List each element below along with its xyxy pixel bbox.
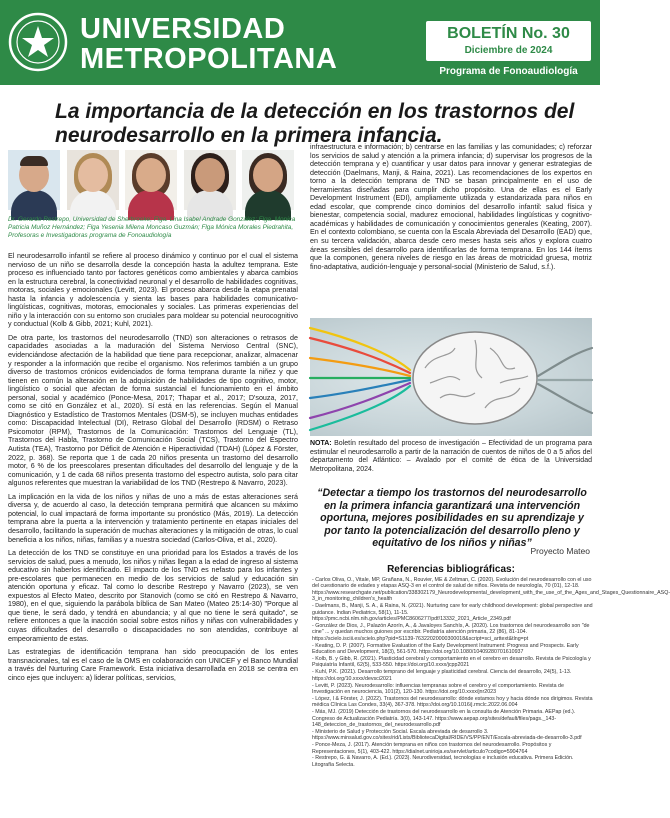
program-name: Programa de Fonoaudiología xyxy=(439,66,578,77)
reference-item: - Ponce-Meza, J. (2017). Atención temprana en niños con trastornos del neurodesarrollo. Propósitos y Representaciones, 5(1), 403-422. https://dialnet.unirioja.es/servlet/articulo?codigo=5904764 xyxy=(312,742,552,755)
brain-image xyxy=(310,318,592,436)
reference-item: - López, I & Förster, J. (2022). Trastornos del neurodesarrollo: dónde estamos hoy y hacia dónde nos dirigimos. Revista médica Clínica Las Condes, 33(4), 367-378. https://doi.org/10.1016/j.rmclc.2022.06.004 xyxy=(312,695,593,709)
author-photo-4 xyxy=(184,150,236,210)
paragraph-6: infraestructura e información; b) centrarse en las familias y las comunidades; c) reforzar los servicios de salud y atención a la primera infancia; d) supervisar los progresos de la detección temprana y e) cuantificar y usar datos para innovar y generar estrategias de detección (Daelmans, Manji, & Raina, 2021). Las recomendaciones de los expertos en torno a la detección temprana de TND se basan principalmente en el uso de herramientas diseñadas para cumplir dicho propósito. Una de ellas es el Early Development Instrument (EDI), ampliamente utilizada y estandarizada para niños en edad escolar, que comprende cinco dominios del desarrollo infantil: salud física y bienestar, competencia social, madurez emocional, habilidades lingüísticas y cognitivo-académicas y habilidades de comunicación y conocimientos generales (Keating, 2007). En el contexto colombiano, se cuenta con la Escala Abreviada del Desarrollo (EAD) que, en su tercera validación, abarca desde cero meses hasta seis años y explora cuatro áreas sensibles del desarrollo para identificarlas de forma temprana. En los 144 ítems que la componen, genera niveles de riesgo en las áreas de motricidad gruesa, motriz fino-adaptativa, audición-lenguaje y personal-social (Ministerio de Salud, s.f.). xyxy=(310,143,592,271)
paragraph-4: La detección de los TND se constituye en una prioridad para los Estados a través de los servicios de salud, pues a menudo, los niños y niñas llegan a la edad de ingreso al sistema educativo sin haberlos identificado. El impacto de los TND es nefasto para los infantes y pre-escolares que permanecen en medio de los servicios de salud y educación sin atención oportuna y eficaz. Tal como lo describe Restrepo y Navarro (2023), se ven expuestos al Efecto Mateo, descrito por Stanovich (como se citó en Restrepo & Navarro, 1980), en el que, siguiendo la parábola bíblica de San Mateo (Mateo 25:14-30) "Porque al que tiene, le será dado, y tendrá en abundancia; y al que no tiene le será quitado", se refiere entonces a que la inacción social sobre estos niños y niñas con vulnerabilidades y cuyas dificultades del desarrollo o discapacidades no son atendidas, contribuye al empeoramiento de estas. xyxy=(8,549,298,643)
paragraph-1: El neurodesarrollo infantil se refiere al proceso dinámico y continuo por el cual el sistema nervioso de un niño se desarrolla desde la concepción hasta la adultez temprana. Este proceso es influenciado tanto por factores genéticos como ambientales y abarca cambios en la estructura cerebral, la conectividad neuronal y el desarrollo de habilidades cognitivas, motoras, sociales y emocionales (Levitt, 2023). El proceso abarca desde la etapa prenatal hasta la infancia y adolescencia y sienta las bases para habilidades comunicativo-lingüísticas, cognitivas, motoras, emocionales y sociales. Las primeras experiencias del niño y la interacción con su entorno son cruciales para moldear su potencial neurocognitivo y conductual (Kolb & Gibb, 2021; Kuhl, 2021). xyxy=(8,252,298,329)
note-text: Boletín resultado del proceso de investigación – Efectividad de un programa para estimular el neurodesarrollo a partir de la narración de cuentos de niños de 0 a 5 años del departamento del Atlántico: – Avalado por el comité de ética de la Universidad Metropolitana, 2024. xyxy=(310,440,592,473)
reference-item: - Carlos Oliva, O., Vitale, MP, Grañana, N., Rouvier, ME & Zeltman, C. (2020). Evolución del neurodesarrollo con el uso del cuestionario de edades y etapas ASQ-3 en el control de salud de niños. Revista de neurología, 70 (01), 12-18. https://www.researchgate.net/publication/338302179_Neurodevelopmental_development_with_the_use_of_the_Ages_and_Stages_Questionnaire_ASQ-3_in_monitoring_children's_health xyxy=(312,577,670,603)
author-photo-3 xyxy=(125,150,177,210)
reference-item: - Levitt, P. (2023). Neurodesarrollo: influencias tempranas sobre el cerebro y el comportamiento. Revista de Investigación en neurociencia, 101(2), 120-130. https://doi.org/10.xxxx/jnr2023 xyxy=(312,682,564,695)
quote-author: Proyecto Mateo xyxy=(530,546,590,556)
article-title: La importancia de la detección en los trastornos del neurodesarrollo en la primera infancia. xyxy=(55,100,575,147)
reference-item: - Más, MJ. (2019) Detección de trastornos del neurodesarrollo en la consulta de Atención Primaria. AEPap (ed.). Congreso de Actualización Pediatría. 3(0), 143-147. https://www.aepap.org/sites/default/files/pags._143-148_deteccion_de_trastornos_del_neurodesarrollo.pdf xyxy=(312,709,576,728)
bulletin-box xyxy=(426,21,591,61)
header-banner xyxy=(0,0,600,85)
left-column xyxy=(8,252,298,687)
reference-item: - Daelmans, B., Manji, S. A., & Raina, N. (2021). Nurturing care for early childhood development: global perspective and guidance. Indian Pediatrics, 58(1), 11-15. https://pmc.ncbi.nlm.nih.gov/articles/PMC8606277/pdf/13332_2021_Article_2349.pdf xyxy=(312,603,593,622)
bulletin-number: BOLETÍN No. 30 xyxy=(447,25,570,42)
authors-caption: Dr. Gerardo Restrepo, Universidad de Sherbrooke; Flga. Lina Isabel Andrade González; Flga. Monica Patricia Muñoz Hernández; Flga Yesenia Milena Moncaso Guzmán; Flga Mónica Morales Piedrahita, Profesoras e Investigadoras programa de Fonoaudiología xyxy=(8,216,296,240)
references-heading: Referencias bibliográficas: xyxy=(387,564,515,575)
right-column xyxy=(310,143,592,276)
research-note xyxy=(310,440,592,474)
university-line-1: UNIVERSIDAD xyxy=(80,13,286,45)
highlight-quote: “Detectar a tiempo los trastornos del neurodesarrollo en la primera infancia garantizará una intervención oportuna, mejores posibilidades en su aprendizaje y por tanto la potencialización del desarrollo pleno y equitativo de los niños y niñas” xyxy=(317,487,587,550)
paragraph-3: La implicación en la vida de los niños y niñas de uno a más de estas alteraciones será diversa y, de acuerdo al caso, la detección temprana permitirá que alcancen su máximo potencial, lo cual impactará de forma importante su pronóstico (Más, 2019). La detección temprana abre la puerta a la intervención y tratamiento pertinente en etapas iniciales del desarrollo, facilitando la superación de muchas alteraciones y la mitigación de otras, lo cual beneficia a los niños, niñas, familias y a nuestra sociedad (Carlos-Oliva, et al., 2020). xyxy=(8,492,298,544)
reference-item: - Ministerio de Salud y Protección Social. Escala abreviada de desarrollo 3. https://www.minsalud.gov.co/sites/rid/Lists/BibliotecaDigital/RIDE/VS/PP/ENT/Escala-abreviada-de-desarrollo-3.pdf xyxy=(312,728,582,742)
reference-item: - Restrepo, G. & Navarro, A. (Ed.). (2023). Neurodiversidad, tecnologías e inclusión educativa. Primera Edición. Litografía Selecta. xyxy=(312,755,574,768)
paragraph-2: De otra parte, los trastornos del neurodesarrollo (TND) son alteraciones o retrasos de capacidades asociadas a la maduración del Sistema Nervioso Central (SNC), evidenciándose afectación de la habilidad que tiene para recepcionar, analizar, almacenar y responder a la información que recibe el organismo. Nos referimos también a un grupo diverso de trastornos crónicos evidenciados de forma temprana durante la niñez y que tienen en común la alteración en la adquisición de habilidades de tipo cognitivo, motor, lingüístico o social que afectan de forma sustancial el funcionamiento en el ámbito personal, social y académico (Ponce-Mesa, 2017; Thapar et al., 2017; D'souza, 2017, como se citó en González et al., 2020). Sí está en las referencias. Según el Manual Diagnóstico y Estadístico de Trastornos Mentales (DSM-5), se incluyen muchas entidades como: Discapacidad Intelectual (DI), Retraso Global del Desarrollo (RDSM) o Retraso Psicomotor (RPM), Trastornos de la Comunicación: Trastornos del Lenguaje (TL), Trastornos del Habla, Trastorno de Comunicación Social (TCS), Trastorno del Espectro Autista (TEA), Trastorno por Déficit de Atención e Hiperactividad (TDAH) (López & Förster, 2022, p. 368). Se reporta que 1 de cada 20 niños presenta un trastorno del desarrollo motor, 6 % de los preescolares presentan dificultades del desarrollo del lenguaje y de la comunicación, y 1 de cada 68 niños presenta trastorno del espectro autista, solo para citar algunos referentes que muestran la variabilidad de los TND (Restrepo & Navarro, 2023). xyxy=(8,333,298,488)
university-seal-logo xyxy=(8,12,68,72)
references-list xyxy=(312,577,670,769)
university-name xyxy=(80,14,337,74)
reference-item: - Keating, D. P. (2007). Formative Evaluation of the Early Development Instrument: Progress and Prospects. Early Education and Development, 18(3), 561-570. https://doi.org/10.1080/10409280701610937 xyxy=(312,642,579,655)
note-label: NOTA: xyxy=(310,440,332,447)
university-line-2: METROPOLITANA xyxy=(80,43,338,75)
author-photos xyxy=(8,150,294,210)
author-photo-5 xyxy=(242,150,294,210)
reference-item: - Kolb, B. y Gibb, R. (2021). Plasticidad cerebral y comportamiento en el cerebro en desarrollo. Revista de Psicología y Psiquiatría Infantil, 62(5), 533-550. https://doi.org/10.xxxx/jcpp2021 xyxy=(312,655,591,669)
bulletin-date: Diciembre de 2024 xyxy=(464,45,553,56)
reference-item: - Kuhl, P.K. (2021). Desarrollo temprano del lenguaje y plasticidad cerebral. Ciencia del desarrollo, 24(5), 1-13. https://doi.org/10.xxxx/devsci2021 xyxy=(312,669,572,682)
paragraph-5: Las estrategias de identificación temprana han sido preocupación de los entes transnacionales, tal es el caso de la OMS en colaboración con UNICEF y el Banco Mundial a través del Nurturing Care Framework. Esta iniciativa desarrollada en 2018 se centra en cinco ejes que incluyen: a) liderar políticas, servicios, xyxy=(8,648,298,682)
author-photo-2 xyxy=(67,150,119,210)
brain-illustration xyxy=(310,318,592,436)
author-photo-1 xyxy=(8,150,60,210)
reference-item: - González de Dios, J., Palazón Azorín, A., & Javaloyes Sanchís, A. (2020). Los trastornos del neurodesarrollo son "de cine" ... y quedan muchos guiones por escribir. Pediatría atención primaria, 22 (86), 81-104. https://scielo.isciii.es/scielo.php?pid=S1139-76322020000300018&script=sci_arttext&tlng=pt xyxy=(312,622,590,642)
